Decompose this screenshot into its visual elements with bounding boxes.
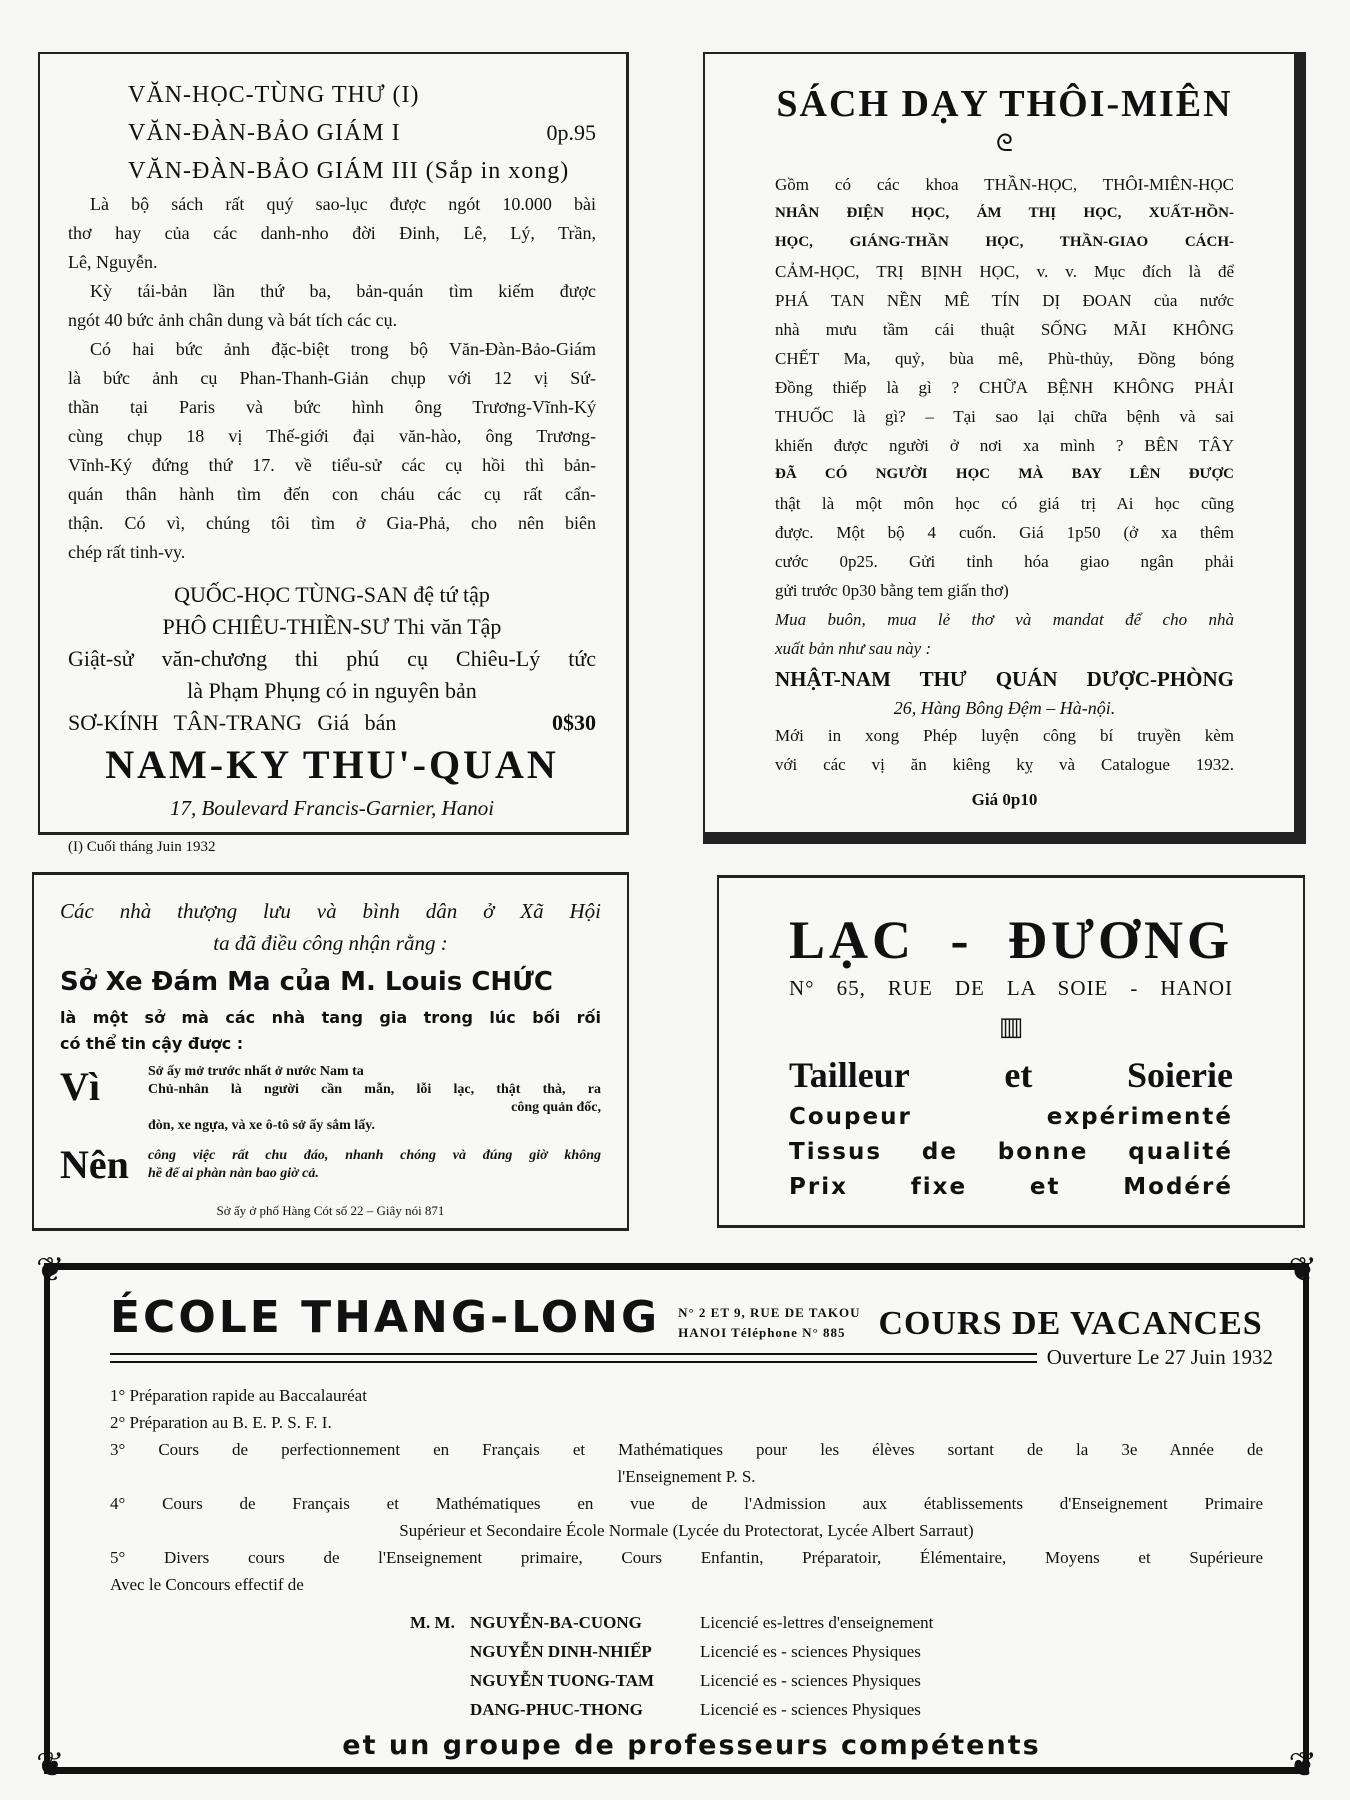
body-line: THUỐC là gì? – Tại sao lại chữa bệnh và sai (775, 407, 1234, 426)
body-line: Kỳ tái-bản lần thứ ba, bản-quán tìm kiếm được (90, 281, 596, 301)
shop-name: NAM-KY THU'-QUAN (105, 742, 559, 787)
body-line: cùng chụp 18 vị Thế-giới đại văn-hào, ông Trương- (68, 426, 596, 446)
book-line: PHÔ CHIÊU-THIỀN-SƯ Thi văn Tập (162, 614, 502, 639)
footer-address: Sở ấy ở phố Hàng Cót số 22 – Giây nói 871 (216, 1203, 445, 1218)
course-item: Avec le Concours effectif de (110, 1575, 304, 1594)
teacher-title: Licencié es - sciences Physiques (700, 1700, 921, 1719)
heading-line: VĂN-ĐÀN-BẢO GIÁM III (Sắp in xong) (128, 158, 570, 184)
ad-lac-duong-tailor (717, 875, 1305, 1228)
body-line: thận. Có vì, chúng tôi tìm ở Gia-Phả, cho nên biên (68, 513, 596, 533)
heading-line: VĂN-ĐÀN-BẢO GIÁM I (128, 120, 401, 146)
shop-address: N° 65, RUE DE LA SOIE - HANOI (789, 976, 1233, 1000)
teacher-title: Licencié es - sciences Physiques (700, 1642, 921, 1661)
body-line: PHÁ TAN NỀN MÊ TÍN DỊ ĐOAN của nước (775, 291, 1234, 310)
body-line: CHẾT Ma, quỷ, bùa mê, Phù-thủy, Đồng bóng (775, 349, 1234, 368)
divider (110, 1353, 1037, 1363)
teacher-name: DANG-PHUC-THONG (470, 1700, 643, 1719)
feature-word: et (1029, 1174, 1061, 1200)
body-line: quán thân hành tìm đến con cháu các cụ rất cẩn- (68, 484, 596, 504)
body-line: NHÂN ĐIỆN HỌC, ÁM THỊ HỌC, XUẤT-HỒN- (775, 205, 1234, 221)
corner-ornament-icon: ❦ (1288, 1747, 1317, 1784)
ad-ecole-thang-long (36, 1252, 1317, 1784)
body-line: nhà mưu tầm cái thuật SỐNG MÃI KHÔNG (775, 320, 1234, 339)
body-line: cước 0p25. Gửi tỉnh hóa giao ngân phải (775, 552, 1234, 571)
ad-nam-ky-bookshop (38, 52, 629, 855)
book-line: là Phạm Phụng có in nguyên bản (187, 678, 477, 703)
body-line: khiến được người ở nơi xa mình ? BÊN TÂY (775, 436, 1234, 455)
price: 0$30 (552, 710, 596, 735)
ornament-icon: ᘓ (996, 131, 1013, 157)
feature-word: Modéré (1123, 1174, 1233, 1200)
reason-line: đòn, xe ngựa, và xe ô-tô sở ấy sắm lấy. (148, 1118, 375, 1133)
italic-line: Mua buôn, mua lẻ thơ và mandat để cho nhà (775, 610, 1234, 629)
price: 0p.95 (546, 120, 596, 145)
teacher-title: Licencié es-lettres d'enseignement (700, 1613, 934, 1632)
body-line: Là bộ sách rất quý sao-lục được ngót 10.000 bài (90, 194, 596, 214)
school-address: N° 2 ET 9, RUE DE TAKOU (678, 1305, 861, 1320)
body-line: Lê, Nguyễn. (68, 252, 158, 272)
result-line: công việc rất chu đáo, nhanh chóng và đúng giờ không (148, 1148, 601, 1163)
body-line: Gồm có các khoa THẦN-HỌC, THÔI-MIÊN-HỌC (775, 175, 1234, 194)
teacher-title: Licencié es - sciences Physiques (700, 1671, 921, 1690)
subtitle-word: et (1004, 1055, 1033, 1095)
feature-word: de (921, 1139, 958, 1165)
body-line: gửi trước 0p30 bằng tem giấn thơ) (775, 581, 1009, 600)
feature-word: qualité (1128, 1139, 1233, 1165)
course-item: 2° Préparation au B. E. P. S. F. I. (110, 1413, 332, 1432)
body-text (68, 190, 596, 567)
body-line: CẢM-HỌC, TRỊ BỊNH HỌC, v. v. Mục đích là để (775, 262, 1234, 281)
body-line: với các vị ăn kiêng kỵ và Catalogue 1932. (775, 755, 1234, 774)
school-phone: HANOI Téléphone N° 885 (678, 1325, 846, 1340)
corner-ornament-icon: ❦ (36, 1252, 65, 1289)
teacher-name: NGUYỄN DINH-NHIẾP (470, 1642, 652, 1661)
shop-address: 26, Hàng Bông Đệm – Hà-nội. (893, 698, 1116, 718)
heading-line: VĂN-HỌC-TÙNG THƯ (I) (128, 82, 420, 108)
headline: Sở Xe Đám Ma của M. Louis CHỨC (60, 967, 553, 997)
body-line: Vĩnh-Ký đứng thứ 17. về tiểu-sử các cụ hồi thì bản- (68, 455, 596, 475)
body-line: thật là một môn học có giá trị Ai học cũng (775, 494, 1234, 513)
ad-title: LẠC - ĐƯƠNG (789, 910, 1233, 970)
italic-line: xuất bản như sau này : (775, 639, 932, 658)
ornament-icon: ▥ (998, 1012, 1024, 1041)
corner-ornament-icon: ❦ (1288, 1252, 1317, 1289)
subtitle-word: Tailleur (789, 1055, 910, 1095)
body-line: là bức ảnh cụ Phan-Thanh-Giản chụp với 12 vị Sứ- (68, 368, 596, 388)
body-line: chép rất tinh-vy. (68, 542, 186, 562)
body-line: thần tại Paris và bức hình ông Trương-Vĩnh-Ký (68, 397, 596, 417)
corner-ornament-icon: ❦ (36, 1747, 65, 1784)
nen-label: Nên (60, 1142, 129, 1187)
shop-address: 17, Boulevard Francis-Garnier, Hanoi (169, 796, 495, 820)
course-item: 4° Cours de Français et Mathématiques en vue de l'Admission aux établissements d'Enseignement Primaire (110, 1494, 1263, 1513)
body-line: ĐÃ CÓ NGƯỜI HỌC MÀ BAY LÊN ĐƯỢC (775, 466, 1234, 482)
divider (68, 833, 596, 835)
intro-line: ta đã điều công nhận rằng : (213, 931, 448, 955)
course-title: COURS DE VACANCES (878, 1305, 1263, 1342)
book-line: Giật-sử văn-chương thi phú cụ Chiêu-Lý tức (68, 646, 596, 671)
body-line: là một sở mà các nhà tang gia trong lúc bối rối (60, 1008, 601, 1027)
result-line: hề để ai phàn nàn bao giờ cả. (148, 1166, 319, 1181)
book-line: QUỐC-HỌC TÙNG-SAN đệ tứ tập (174, 582, 490, 607)
teacher-name: NGUYỄN TUONG-TAM (470, 1671, 655, 1690)
price: Giá 0p10 (971, 790, 1038, 809)
body-line: ngót 40 bức ảnh chân dung và bát tích các cụ. (68, 310, 398, 330)
body-line: Có hai bức ảnh đặc-biệt trong bộ Văn-Đàn-Bảo-Giám (90, 339, 596, 359)
course-item: 1° Préparation rapide au Baccalauréat (110, 1386, 367, 1405)
feature-word: fixe (910, 1174, 968, 1200)
closing-line: et un groupe de professeurs compétents (342, 1730, 1041, 1761)
course-item: 5° Divers cours de l'Enseignement primaire, Cours Enfantin, Préparatoir, Élémentaire, Moyens et Supérieure (110, 1548, 1263, 1567)
footnote: (I) Cuối tháng Juin 1932 (68, 839, 216, 855)
feature-word: expérimenté (1046, 1104, 1233, 1130)
subtitle-word: Soierie (1127, 1055, 1233, 1095)
book-line: SƠ-KÍNH TÂN-TRANG Giá bán (68, 710, 397, 735)
course-item: l'Enseignement P. S. (617, 1467, 756, 1486)
ad-hypnosis-book (703, 52, 1306, 844)
body-line: Đồng thiếp là gì ? CHỮA BỆNH KHÔNG PHẢI (775, 378, 1234, 397)
feature-word: Prix (789, 1174, 848, 1200)
feature-word: Coupeur (789, 1104, 912, 1130)
body-line: được. Một bộ 4 cuốn. Giá 1p50 (ở xa thêm (775, 523, 1234, 542)
ad-title: SÁCH DẠY THÔI-MIÊN (776, 83, 1233, 125)
teacher-name: NGUYỄN-BA-CUONG (470, 1613, 642, 1632)
vi-label: Vì (60, 1064, 100, 1109)
feature-word: Tissus (789, 1139, 883, 1165)
opening-date: Ouverture Le 27 Juin 1932 (1046, 1345, 1273, 1369)
shop-name: NHẬT-NAM THƯ QUÁN DƯỢC-PHÒNG (775, 667, 1234, 691)
teacher-prefix: M. M. (410, 1613, 455, 1632)
body-line: thơ hay của các danh-nho đời Đinh, Lê, Lý, Trần, (68, 223, 596, 243)
reason-line: công quản đốc, (511, 1100, 601, 1115)
body-line: HỌC, GIÁNG-THẦN HỌC, THẦN-GIAO CÁCH- (775, 234, 1234, 250)
intro-line: Các nhà thượng lưu và bình dân ở Xã Hội (60, 899, 601, 923)
feature-word: bonne (997, 1139, 1089, 1165)
reason-line: Sở ấy mở trước nhất ở nước Nam ta (148, 1064, 364, 1079)
reason-line: Chủ-nhân là người cần mẫn, lỗi lạc, thật thà, ra (148, 1082, 601, 1097)
school-name: ÉCOLE THANG-LONG (110, 1292, 661, 1343)
body-line: có thể tin cậy được : (60, 1034, 244, 1053)
course-item: Supérieur et Secondaire École Normale (Lycée du Protectorat, Lycée Albert Sarraut) (399, 1521, 974, 1540)
course-item: 3° Cours de perfectionnement en Français et Mathématiques pour les élèves sortant de la 3e Année de (110, 1440, 1263, 1459)
body-line: Mới in xong Phép luyện công bí truyền kèm (775, 726, 1234, 745)
ad-funeral-service (32, 872, 629, 1231)
